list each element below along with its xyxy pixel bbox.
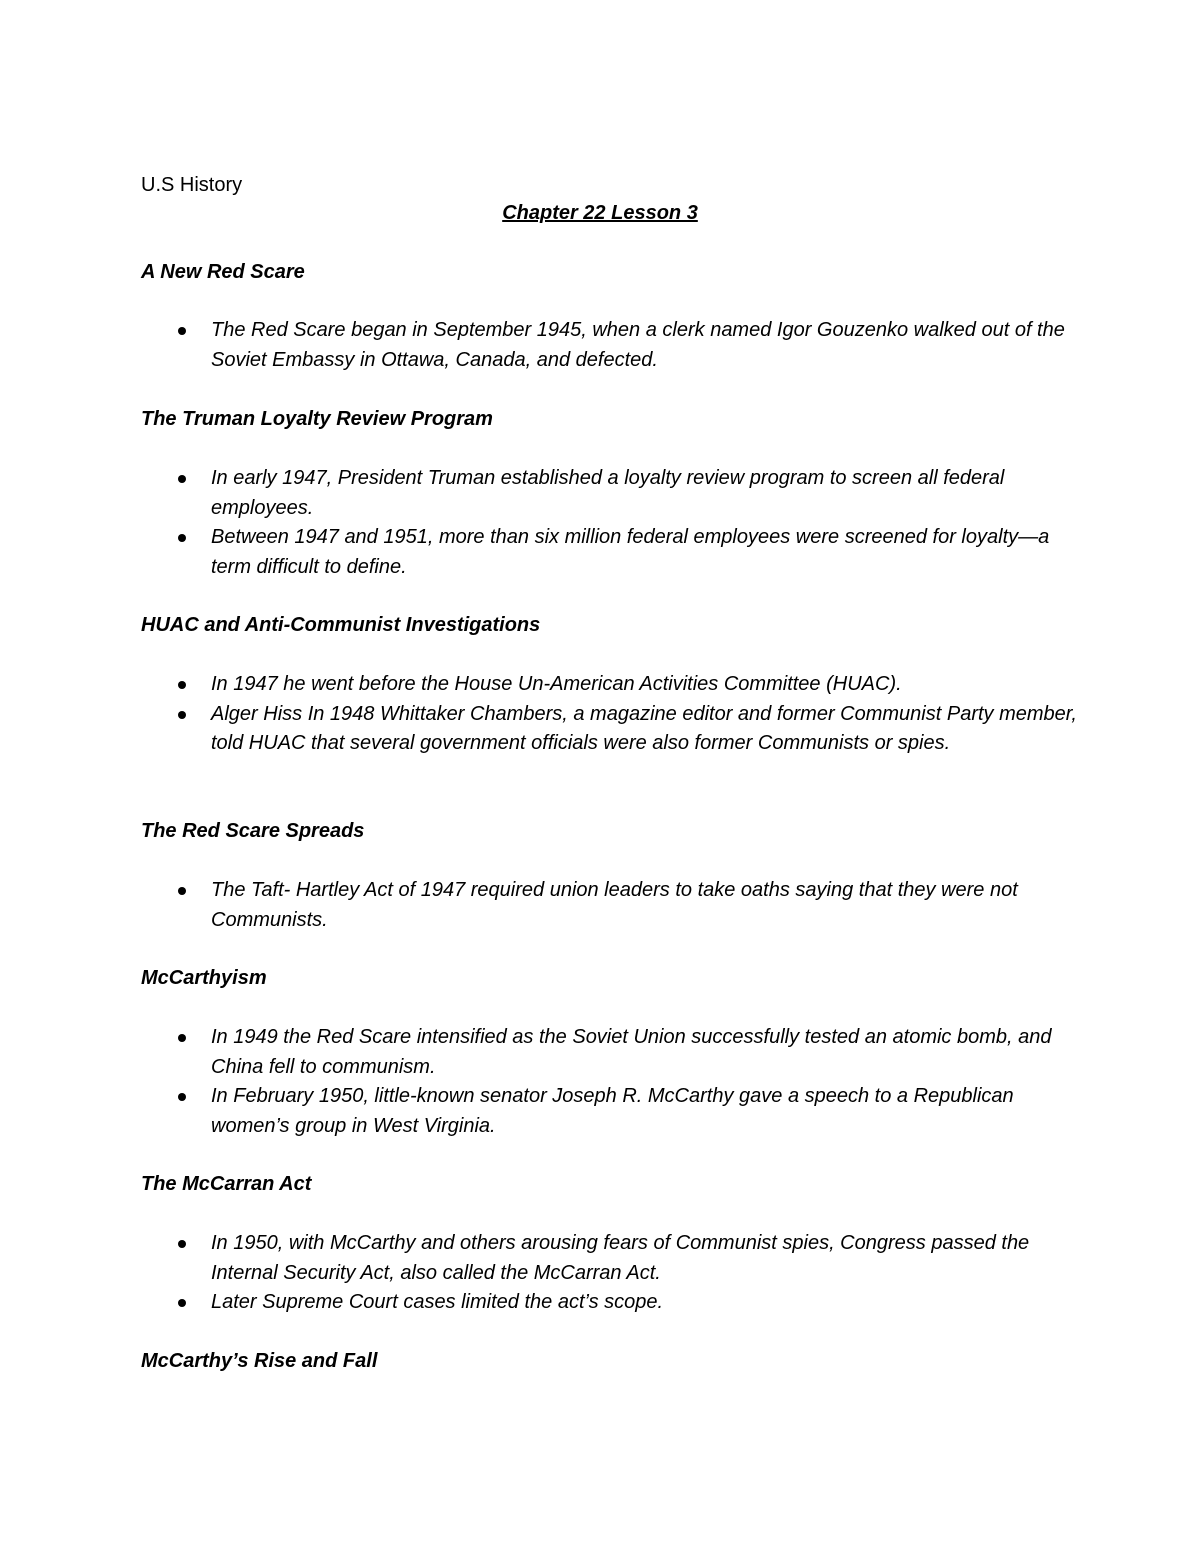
bullet-icon [178, 475, 186, 483]
bullet-list [0, 464, 1200, 582]
list-item [0, 670, 1200, 700]
bullet-text: In early 1947, President Truman established a loyalty review program to screen all federal employees. [211, 467, 1005, 519]
bullet-icon [178, 534, 186, 542]
bullet-list [0, 1229, 1200, 1318]
section-heading: McCarthyism [141, 967, 267, 989]
bullet-text: In 1950, with McCarthy and others arousing fears of Communist spies, Congress passed the Internal Security Act, also called the McCarran Act. [211, 1232, 1030, 1284]
bullet-list [0, 316, 1200, 375]
section-heading: The Truman Loyalty Review Program [141, 408, 493, 430]
bullet-icon [178, 1034, 186, 1042]
section-heading: The Red Scare Spreads [141, 820, 365, 842]
bullet-icon [178, 327, 186, 335]
bullet-icon [178, 711, 186, 719]
document-title: Chapter 22 Lesson 3 [502, 202, 698, 224]
bullet-icon [178, 887, 186, 895]
course-name: U.S History [141, 174, 243, 196]
list-item [0, 1023, 1200, 1082]
bullet-text: The Red Scare began in September 1945, when a clerk named Igor Gouzenko walked out of the Soviet Embassy in Ottawa, Canada, and defected. [211, 319, 1065, 371]
list-item [0, 876, 1200, 935]
bullet-text: The Taft- Hartley Act of 1947 required union leaders to take oaths saying that they were not Communists. [211, 879, 1018, 931]
section-heading: HUAC and Anti-Communist Investigations [141, 614, 541, 636]
list-item [0, 464, 1200, 523]
bullet-icon [178, 1093, 186, 1101]
list-item [0, 316, 1200, 375]
list-item [0, 1082, 1200, 1141]
bullet-text: In 1949 the Red Scare intensified as the Soviet Union successfully tested an atomic bomb, and China fell to communism. [211, 1026, 1052, 1078]
bullet-icon [178, 681, 186, 689]
bullet-text: Between 1947 and 1951, more than six million federal employees were screened for loyalty—a term difficult to define. [211, 526, 1050, 578]
list-item [0, 1229, 1200, 1288]
bullet-text: Later Supreme Court cases limited the act’s scope. [211, 1291, 664, 1313]
list-item [0, 523, 1200, 582]
bullet-icon [178, 1240, 186, 1248]
section-heading: The McCarran Act [141, 1173, 312, 1195]
list-item [0, 1288, 1200, 1318]
bullet-text: In 1947 he went before the House Un-American Activities Committee (HUAC). [211, 673, 902, 695]
bullet-icon [178, 1299, 186, 1307]
bullet-list [0, 670, 1200, 759]
section-heading: McCarthy’s Rise and Fall [141, 1350, 378, 1372]
list-item [0, 700, 1200, 759]
bullet-list [0, 1023, 1200, 1141]
bullet-text: Alger Hiss In 1948 Whittaker Chambers, a magazine editor and former Communist Party member, told HUAC that several government officials were also former Communists or spies. [211, 702, 1077, 754]
section-heading: A New Red Scare [141, 261, 305, 283]
bullet-list [0, 876, 1200, 935]
bullet-text: In February 1950, little-known senator Joseph R. McCarthy gave a speech to a Republican women’s group in West Virginia. [211, 1085, 1014, 1137]
